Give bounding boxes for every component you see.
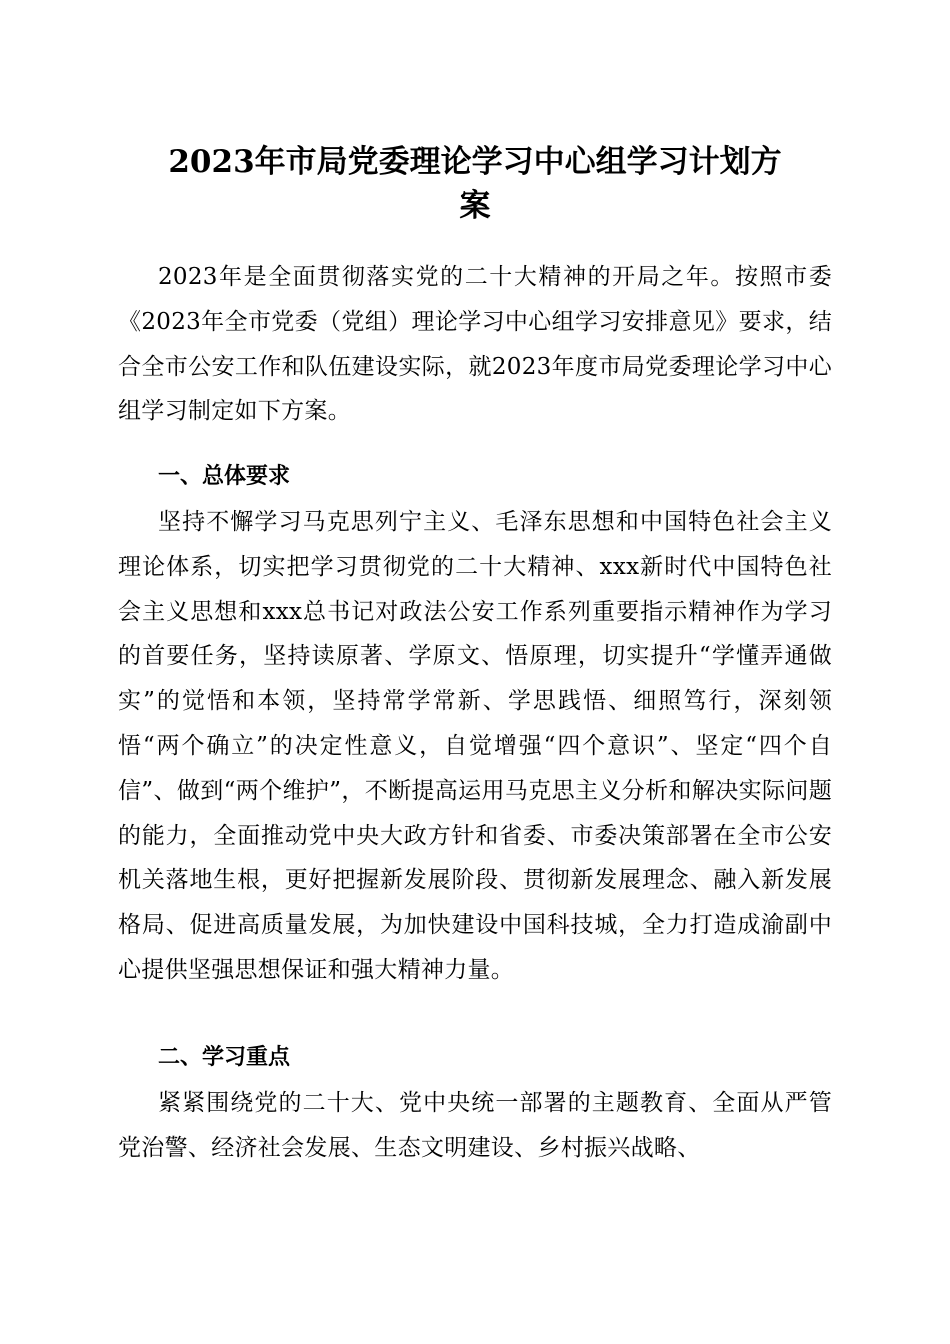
intro-paragraph: 2023年是全面贯彻落实党的二十大精神的开局之年。按照市委《2023年全市党委（党组）理论学习中心组学习安排意见》要求，结合全市公安工作和队伍建设实际，就2023年度市局党委理论学习中心组学习制定如下方案。 [118,264,832,425]
document-title-line-2: 案 [459,188,491,224]
general-requirements-paragraph: 坚持不懈学习马克思列宁主义、毛泽东思想和中国特色社会主义理论体系，切实把学习贯彻党的二十大精神、xxx新时代中国特色社会主义思想和xxx总书记对政法公安工作系列重要指示精神作为学习的首要任务，坚持读原著、学原文、悟原理，切实提升“学懂弄通做实”的觉悟和本领，坚持常学常新、学思践悟、细照笃行，深刻领悟“两个确立”的决定性意义，自觉增强“四个意识”、坚定“四个自信”、做到“两个维护”，不断提高运用马克思主义分析和解决实际问题的能力，全面推动党中央大政方针和省委、市委决策部署在全市公安机关落地生根，更好把握新发展阶段、贯彻新发展理念、融入新发展格局、促进高质量发展，为加快建设中国科技城，全力打造成渝副中心提供坚强思想保证和强大精神力量。 [118,509,832,983]
document-title-line-1: 2023年市局党委理论学习中心组学习计划方 [168,144,782,180]
section-heading-general-requirements: 一、总体要求 [158,464,291,489]
section-heading-study-focus: 二、学习重点 [158,1045,291,1070]
study-focus-paragraph: 紧紧围绕党的二十大、党中央统一部署的主题教育、全面从严管党治警、经济社会发展、生态文明建设、乡村振兴战略、 [118,1090,832,1161]
